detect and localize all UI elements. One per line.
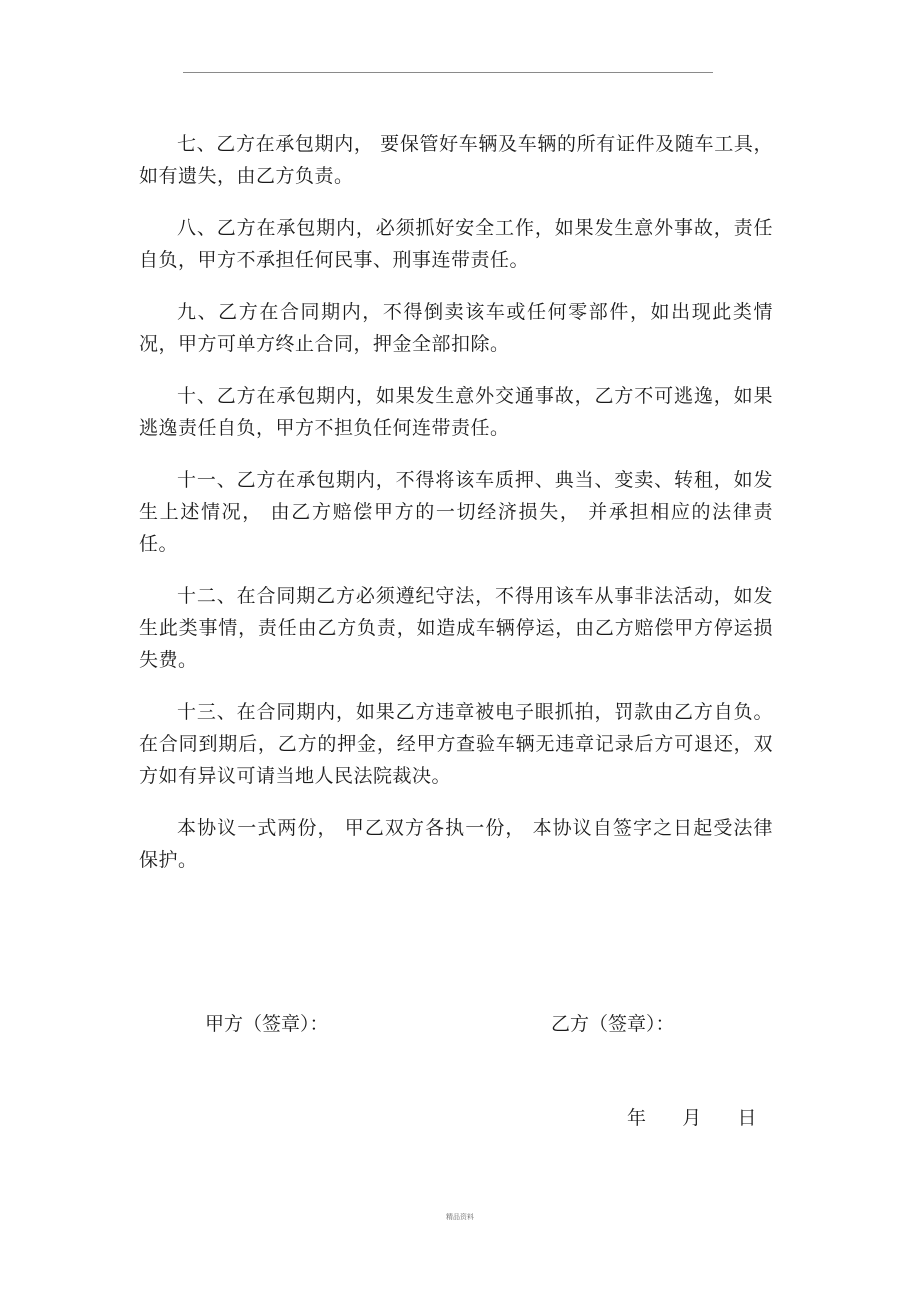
date-line: 年 月 日 xyxy=(627,1107,757,1129)
header-rule xyxy=(183,72,713,73)
clause-10: 十、乙方在承包期内，如果发生意外交通事故，乙方不可逃逸，如果逃逸责任自负，甲方不担负任何连带责任。 xyxy=(139,385,773,439)
clause-13: 十三、在合同期内，如果乙方违章被电子眼抓拍，罚款由乙方自负。在合同到期后，乙方的押金，经甲方查验车辆无违章记录后方可退还，双方如有异议可请当地人民法院裁决。 xyxy=(139,701,773,787)
party-b-signature-label: 乙方（签章）： xyxy=(551,1013,675,1035)
clause-11: 十一、乙方在承包期内，不得将该车质押、典当、变卖、转租，如发生上述情况， 由乙方赔偿甲方的一切经济损失， 并承担相应的法律责任。 xyxy=(139,469,773,555)
contract-clauses xyxy=(139,128,773,896)
clause-7: 七、乙方在承包期内， 要保管好车辆及车辆的所有证件及随车工具，如有遗失，由乙方负责。 xyxy=(139,133,773,187)
clause-12: 十二、在合同期乙方必须遵纪守法，不得用该车从事非法活动，如发生此类事情，责任由乙方负责，如造成车辆停运，由乙方赔偿甲方停运损失费。 xyxy=(139,585,773,671)
closing-clause: 本协议一式两份， 甲乙双方各执一份， 本协议自签字之日起受法律保护。 xyxy=(139,817,773,871)
clause-9: 九、乙方在合同期内，不得倒卖该车或任何零部件，如出现此类情况，甲方可单方终止合同，押金全部扣除。 xyxy=(139,301,773,355)
clause-8: 八、乙方在承包期内，必须抓好安全工作，如果发生意外事故，责任自负，甲方不承担任何民事、刑事连带责任。 xyxy=(139,217,773,271)
footer-note: 精品资料 xyxy=(446,1213,474,1221)
signature-row xyxy=(0,1008,920,1040)
party-a-signature-label: 甲方（签章）： xyxy=(205,1013,329,1035)
